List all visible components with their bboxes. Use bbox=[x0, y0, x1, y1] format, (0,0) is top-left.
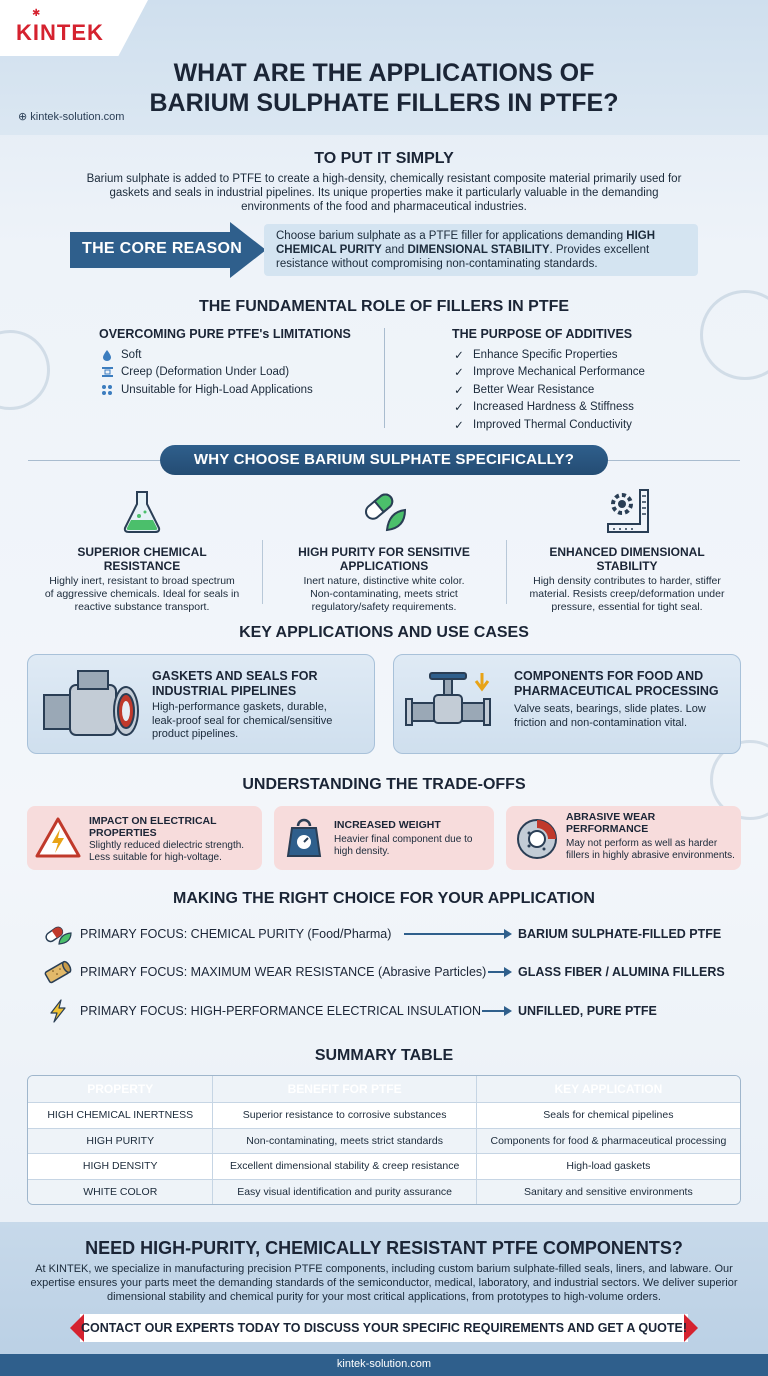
additives-title: THE PURPOSE OF ADDITIVES bbox=[452, 327, 633, 341]
table-cell: Components for food & pharmaceutical processing bbox=[490, 1134, 727, 1147]
feature-desc bbox=[32, 575, 252, 614]
pill-leaf-icon bbox=[359, 486, 409, 536]
choice-row bbox=[0, 999, 768, 1023]
warning-lightning-icon bbox=[35, 816, 81, 860]
feature-title-line: SUPERIOR CHEMICAL bbox=[77, 545, 207, 559]
table-cell: WHITE COLOR bbox=[28, 1180, 213, 1205]
feature-title-line: APPLICATIONS bbox=[339, 559, 429, 573]
application-desc-line: leak-proof seal for chemical/sensitive bbox=[152, 714, 333, 727]
tradeoff-desc bbox=[566, 838, 735, 862]
feature-dimensional-stability bbox=[517, 486, 737, 614]
applications-heading: KEY APPLICATIONS AND USE CASES bbox=[239, 624, 529, 641]
list-item-label: Improved Thermal Conductivity bbox=[473, 418, 632, 431]
weight-scale-icon bbox=[286, 816, 322, 860]
list-item bbox=[100, 364, 313, 382]
tradeoff-abrasive bbox=[506, 806, 741, 870]
tradeoff-title-line: PROPERTIES bbox=[89, 827, 157, 839]
table-cell: Superior resistance to corrosive substances bbox=[213, 1103, 476, 1128]
logo-mark-icon: ✱ bbox=[32, 8, 41, 19]
valve-icon bbox=[404, 665, 504, 745]
application-title-line: COMPONENTS FOR FOOD AND bbox=[514, 669, 704, 683]
list-item-label: Enhance Specific Properties bbox=[473, 348, 618, 361]
application-title-line: INDUSTRIAL PIPELINES bbox=[152, 684, 297, 698]
abrasive-roll-icon bbox=[44, 960, 72, 984]
column-header: PROPERTY bbox=[28, 1076, 213, 1102]
core-reason-box bbox=[264, 224, 698, 276]
gear-decoration-icon bbox=[0, 330, 50, 410]
table-cell: Non-contaminating, meets strict standards bbox=[213, 1129, 476, 1154]
check-circle-icon: ✓ bbox=[454, 349, 464, 362]
tradeoff-desc-line: May not perform as well as harder bbox=[566, 838, 718, 849]
table-row bbox=[28, 1102, 740, 1128]
website-link-bottom[interactable]: kintek-solution.com bbox=[336, 1358, 432, 1370]
list-item bbox=[452, 416, 645, 434]
limitations-list bbox=[100, 346, 313, 399]
column-divider bbox=[384, 328, 385, 428]
choice-focus: PRIMARY FOCUS: HIGH-PERFORMANCE ELECTRICAL INSULATION bbox=[80, 1004, 481, 1018]
feature-desc bbox=[274, 575, 494, 614]
list-item-label: Unsuitable for High-Load Applications bbox=[121, 383, 313, 396]
feature-title-line: RESISTANCE bbox=[103, 559, 181, 573]
core-text-3: . Provides excellent resistance without compromising non-contaminating standards. bbox=[276, 244, 650, 270]
tradeoff-desc-line: fillers in highly abrasive environments. bbox=[566, 850, 735, 861]
brake-disc-icon bbox=[514, 816, 560, 862]
intro-text: Barium sulphate is added to PTFE to create a high-density, chemically resistant composite material primarily used for gaskets and seals in industrial pipelines. Its unique properties make it particularly valuable in the demanding environments of the food and pharmaceutical industries. bbox=[86, 173, 682, 213]
tradeoff-desc-line: Heavier final component due to bbox=[334, 834, 473, 845]
tradeoff-desc-line: Slightly reduced dielectric strength. bbox=[89, 840, 245, 851]
application-desc bbox=[514, 703, 706, 730]
cta-text: CONTACT OUR EXPERTS TODAY TO DISCUSS YOUR SPECIFIC REQUIREMENTS AND GET A QUOTE! bbox=[80, 1321, 688, 1335]
choice-row bbox=[0, 922, 768, 946]
why-divider-left bbox=[28, 460, 168, 461]
feature-divider bbox=[506, 540, 507, 604]
check-circle-icon: ✓ bbox=[454, 367, 464, 380]
tradeoff-desc bbox=[89, 840, 244, 864]
choice-result: BARIUM SULPHATE-FILLED PTFE bbox=[518, 927, 722, 941]
why-divider-right bbox=[600, 460, 740, 461]
tradeoff-weight bbox=[274, 806, 494, 870]
pipe-fitting-icon bbox=[40, 669, 150, 743]
table-header-row bbox=[28, 1076, 740, 1102]
website-link-top[interactable] bbox=[18, 110, 124, 123]
table-cell: HIGH PURITY bbox=[28, 1129, 213, 1154]
drop-icon bbox=[100, 348, 114, 362]
limitations-title: OVERCOMING PURE PTFE's LIMITATIONS bbox=[99, 327, 351, 341]
feature-chemical-resistance bbox=[32, 486, 252, 614]
tradeoff-title bbox=[89, 815, 217, 839]
list-item-label: Soft bbox=[121, 348, 142, 361]
feature-desc-line: of aggressive chemicals. Ideal for seals in bbox=[44, 588, 240, 600]
feature-title bbox=[274, 545, 494, 573]
globe-icon: ⊕ bbox=[18, 111, 28, 123]
tradeoff-title bbox=[566, 811, 655, 835]
feature-desc-line: regulatory/safety requirements. bbox=[311, 601, 457, 613]
tradeoff-title-line: INCREASED WEIGHT bbox=[334, 819, 441, 831]
fundamental-heading: THE FUNDAMENTAL ROLE OF FILLERS IN PTFE bbox=[198, 298, 570, 315]
feature-desc-line: material. Resists creep/deformation under bbox=[529, 588, 725, 600]
column-header: BENEFIT FOR PTFE bbox=[213, 1076, 476, 1102]
application-desc bbox=[152, 701, 332, 742]
table-cell: Sanitary and sensitive environments bbox=[524, 1185, 693, 1198]
tradeoff-desc bbox=[334, 834, 472, 858]
cta-banner[interactable] bbox=[70, 1314, 698, 1342]
page-title bbox=[80, 58, 688, 118]
check-circle-icon: ✓ bbox=[454, 402, 464, 415]
feature-title-line: HIGH PURITY FOR SENSITIVE bbox=[298, 545, 470, 559]
application-title bbox=[152, 669, 318, 699]
feature-desc-line: reactive substance transport. bbox=[74, 601, 210, 613]
flask-icon bbox=[117, 486, 167, 536]
summary-table bbox=[27, 1075, 741, 1205]
feature-title bbox=[32, 545, 252, 573]
list-item bbox=[452, 381, 645, 399]
table-row bbox=[28, 1179, 740, 1205]
feature-desc-line: pressure, essential for tight seal. bbox=[551, 601, 703, 613]
kintek-logo: KINTEK bbox=[16, 20, 104, 45]
application-card-pipelines bbox=[27, 654, 375, 754]
dots-icon bbox=[100, 383, 114, 397]
application-desc-line: Valve seats, bearings, slide plates. Low bbox=[514, 703, 706, 715]
list-item-label: Increased Hardness & Stiffness bbox=[473, 401, 634, 414]
tradeoff-desc-line: high density. bbox=[334, 846, 390, 857]
choice-result: UNFILLED, PURE PTFE bbox=[518, 1004, 657, 1018]
feature-high-purity bbox=[274, 486, 494, 614]
table-cell: High-load gaskets bbox=[566, 1160, 651, 1173]
list-item-label: Improve Mechanical Performance bbox=[473, 366, 645, 379]
core-text-1: Choose barium sulphate as a PTFE filler for applications demanding bbox=[276, 230, 627, 242]
application-title-line: PHARMACEUTICAL PROCESSING bbox=[514, 684, 719, 698]
header bbox=[0, 0, 768, 135]
choice-arrow bbox=[488, 971, 504, 973]
website-text: kintek-solution.com bbox=[30, 111, 125, 123]
feature-desc-line: High density contributes to harder, stiffer bbox=[533, 575, 721, 587]
list-item-label: Creep (Deformation Under Load) bbox=[121, 366, 290, 379]
list-item bbox=[452, 346, 645, 364]
table-cell: Seals for chemical pipelines bbox=[543, 1109, 674, 1122]
feature-title-line: ENHANCED DIMENSIONAL bbox=[549, 545, 705, 559]
tradeoff-title-line: PERFORMANCE bbox=[566, 823, 649, 835]
feature-desc-line: Non-contaminating, meets strict bbox=[310, 588, 458, 600]
footer-heading: NEED HIGH-PURITY, CHEMICALLY RESISTANT PTFE COMPONENTS? bbox=[85, 1238, 683, 1258]
choice-row bbox=[0, 960, 768, 984]
choice-focus: PRIMARY FOCUS: CHEMICAL PURITY (Food/Pharma) bbox=[80, 927, 392, 941]
list-item bbox=[100, 381, 313, 399]
feature-desc bbox=[517, 575, 737, 614]
check-circle-icon: ✓ bbox=[454, 419, 464, 432]
table-cell: Easy visual identification and purity assurance bbox=[213, 1180, 476, 1205]
tradeoffs-heading: UNDERSTANDING THE TRADE-OFFS bbox=[242, 776, 526, 793]
tradeoff-title-line: IMPACT ON ELECTRICAL bbox=[89, 815, 217, 827]
application-desc-line: product pipelines. bbox=[152, 728, 239, 740]
application-desc-line: High-performance gaskets, durable, bbox=[152, 701, 327, 713]
list-item bbox=[452, 399, 645, 417]
application-title bbox=[514, 669, 719, 699]
core-bold-2: DIMENSIONAL STABILITY bbox=[407, 244, 550, 256]
compress-icon bbox=[100, 365, 114, 379]
footer-text: At KINTEK, we specialize in manufacturing precision PTFE components, including custom barium sulphate-filled seals, liners, and labware. Our expertise ensures your parts meet the demanding standards of the semiconductor, medical, laboratory, and industrial sectors. We deliver superior dimensional stability and chemical purity for your most critical applications, from prototypes to high-volume orders. bbox=[30, 1263, 738, 1303]
tradeoff-electrical bbox=[27, 806, 262, 870]
list-item-label: Better Wear Resistance bbox=[473, 383, 595, 396]
feature-title-line: STABILITY bbox=[596, 559, 658, 573]
lightning-icon bbox=[44, 999, 72, 1023]
check-circle-icon: ✓ bbox=[454, 384, 464, 397]
summary-heading: SUMMARY TABLE bbox=[314, 1047, 454, 1064]
list-item bbox=[100, 346, 313, 364]
why-heading: WHY CHOOSE BARIUM SULPHATE SPECIFICALLY? bbox=[160, 445, 608, 475]
pill-leaf-icon bbox=[44, 922, 72, 946]
feature-title bbox=[517, 545, 737, 573]
core-bold-1: HIGH CHEMICAL PURITY bbox=[276, 230, 656, 256]
arrow-head-icon bbox=[504, 1006, 512, 1016]
choice-arrow bbox=[482, 1010, 504, 1012]
column-header: KEY APPLICATION bbox=[554, 1082, 663, 1096]
arrow-head-icon bbox=[504, 967, 512, 977]
gear-ruler-icon bbox=[602, 486, 652, 536]
additives-list bbox=[452, 346, 645, 434]
title-line-2: BARIUM SULPHATE FILLERS IN PTFE? bbox=[149, 89, 619, 117]
tradeoff-desc-line: Less suitable for high-voltage. bbox=[89, 852, 222, 863]
table-cell: HIGH CHEMICAL INERTNESS bbox=[28, 1103, 213, 1128]
core-text-2: and bbox=[381, 244, 408, 256]
table-cell: HIGH DENSITY bbox=[28, 1154, 213, 1179]
tradeoff-title-line: ABRASIVE WEAR bbox=[566, 811, 656, 823]
table-row bbox=[28, 1153, 740, 1179]
choice-focus: PRIMARY FOCUS: MAXIMUM WEAR RESISTANCE (Abrasive Particles) bbox=[80, 965, 487, 979]
intro-heading: TO PUT IT SIMPLY bbox=[314, 150, 454, 167]
application-desc-line: friction and non-contamination vital. bbox=[514, 716, 688, 729]
core-reason-label: THE CORE REASON bbox=[82, 240, 243, 257]
feature-desc-line: Inert nature, distinctive white color. bbox=[303, 575, 465, 587]
list-item bbox=[452, 364, 645, 382]
tradeoff-title bbox=[334, 819, 441, 831]
title-line-1: WHAT ARE THE APPLICATIONS OF bbox=[173, 59, 595, 87]
choice-result: GLASS FIBER / ALUMINA FILLERS bbox=[518, 965, 725, 979]
arrow-head-icon bbox=[504, 929, 512, 939]
application-card-food-pharma bbox=[393, 654, 741, 754]
choice-arrow bbox=[404, 933, 504, 935]
application-title-line: GASKETS AND SEALS FOR bbox=[152, 669, 318, 683]
table-cell: Excellent dimensional stability & creep resistance bbox=[213, 1154, 476, 1179]
choice-heading: MAKING THE RIGHT CHOICE FOR YOUR APPLICATION bbox=[173, 890, 595, 907]
feature-divider bbox=[262, 540, 263, 604]
feature-desc-line: Highly inert, resistant to broad spectrum bbox=[49, 575, 235, 587]
table-row bbox=[28, 1128, 740, 1154]
